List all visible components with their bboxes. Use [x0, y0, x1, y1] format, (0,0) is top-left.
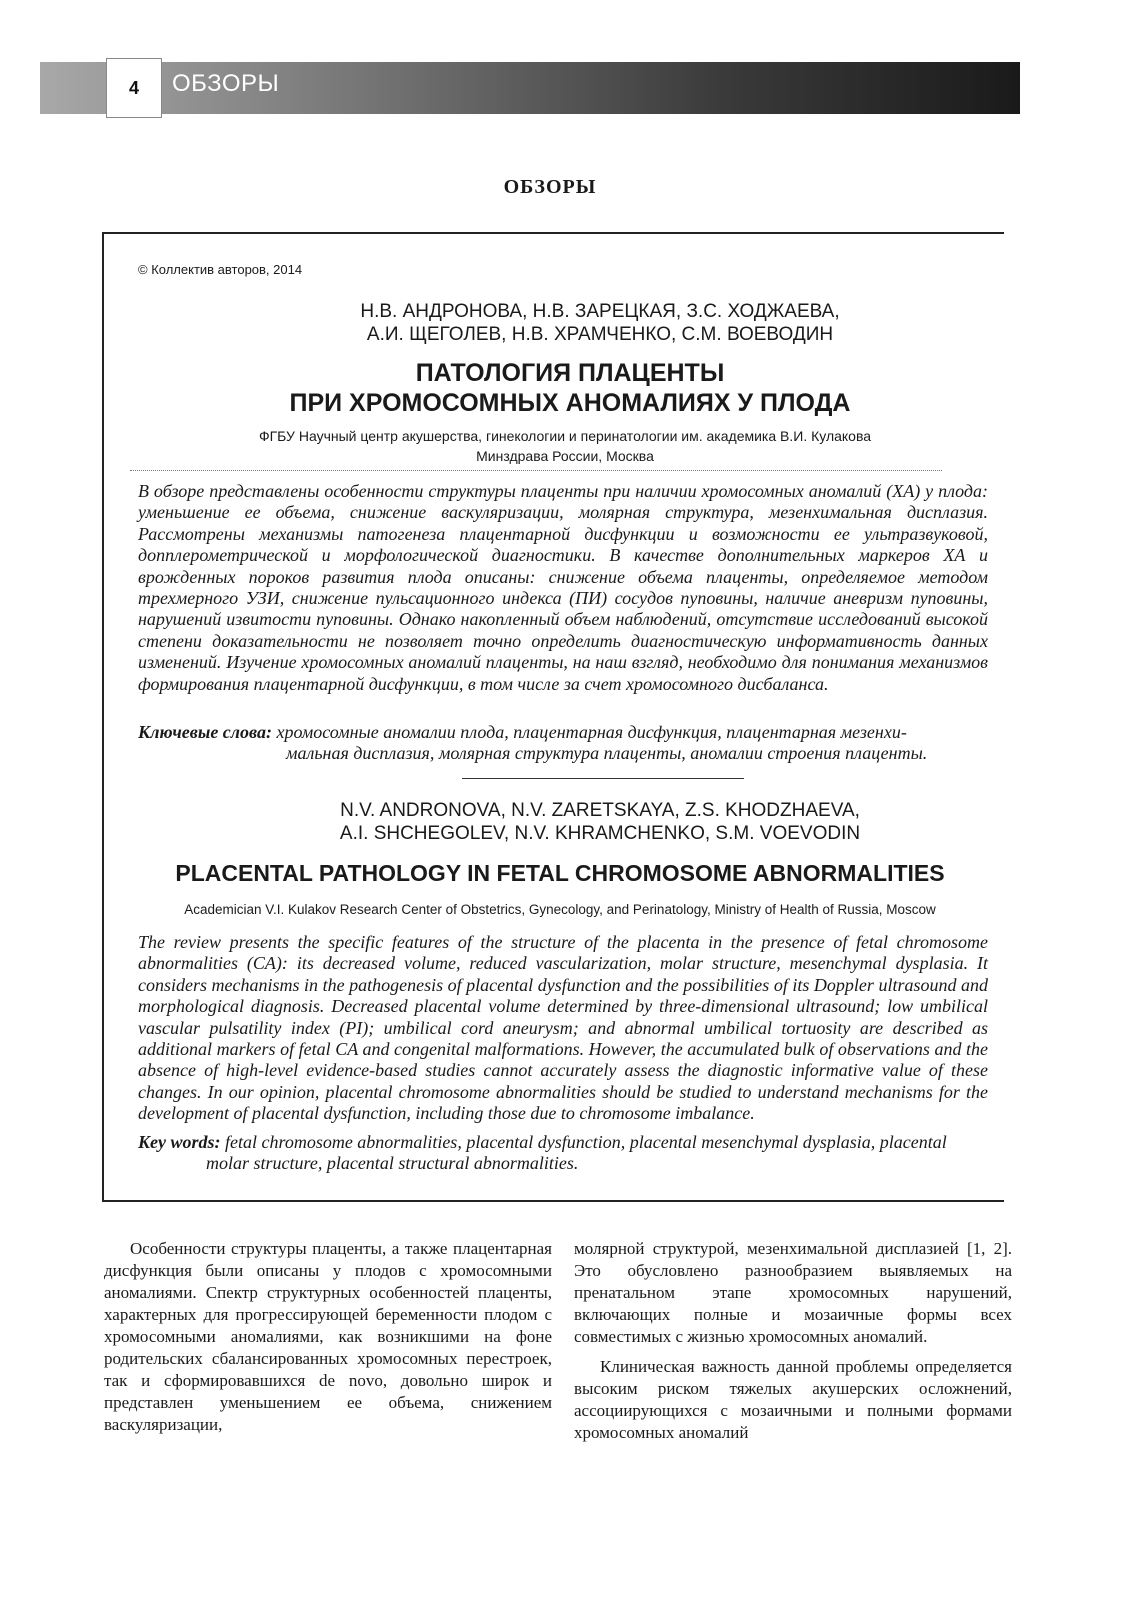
en-keywords: [138, 1132, 988, 1175]
en-keywords-line-1: fetal chromosome abnormalities, placental dysfunction, placental mesenchymal dysplasia, placental: [225, 1132, 947, 1152]
body-left-column: [104, 1238, 552, 1436]
language-divider: [462, 778, 744, 779]
divider: [130, 470, 942, 471]
body-paragraph: Клиническая важность данной проблемы определяется высоким риском тяжелых акушерских осложнений, ассоциирующихся с мозаичными и полными формами хромосомных аномалий: [574, 1357, 1012, 1442]
section-tab-label: ОБЗОРЫ: [172, 70, 280, 97]
ru-keywords-line-1: хромосомные аномалии плода, плацентарная дисфункция, плацентарная мезенхи-: [276, 722, 907, 742]
ru-authors-line-1: Н.В. АНДРОНОВА, Н.В. ЗАРЕЦКАЯ, З.С. ХОДЖАЕВА,: [360, 301, 840, 322]
en-authors-line-2: A.I. SHCHEGOLEV, N.V. KHRAMCHENKO, S.M. VOEVODIN: [339, 823, 861, 844]
en-keywords-label: Key words:: [138, 1132, 221, 1152]
copyright-notice: © Коллектив авторов, 2014: [138, 262, 303, 277]
page-number: 4: [106, 58, 162, 118]
ru-title-line-1: ПАТОЛОГИЯ ПЛАЦЕНТЫ: [415, 359, 725, 387]
ru-authors-line-2: А.И. ЩЕГОЛЕВ, Н.В. ХРАМЧЕНКО, С.М. ВОЕВОДИН: [366, 324, 834, 345]
ru-affiliation-line-1: ФГБУ Научный центр акушерства, гинекологии и перинатологии им. академика В.И. Кулакова: [258, 428, 872, 444]
en-affiliation: Academician V.I. Kulakov Research Center of Obstetrics, Gynecology, and Perinatology, Ministry of Health of Russia, Moscow: [184, 902, 936, 917]
ru-affiliation-line-2: Минздрава России, Москва: [476, 448, 654, 464]
en-keywords-line-2: molar structure, placental structural abnormalities.: [206, 1153, 579, 1174]
body-right-column: [574, 1238, 1012, 1444]
body-paragraph: Особенности структуры плаценты, а также плацентарная дисфункция были описаны у плодов с хромосомными аномалиями. Спектр структурных особенностей плаценты, характерных для прогрессирующей беременности плодом с хромосомными аномалиями, как возникшими на фоне родительских сбалансированных хромосомных перестроек, так и сформировавшихся de novo, довольно широк и представлен уменьшением ее объема, снижением васкуляризации,: [104, 1239, 552, 1434]
en-title: PLACENTAL PATHOLOGY IN FETAL CHROMOSOME ABNORMALITIES: [175, 860, 945, 886]
ru-keywords-label: Ключевые слова:: [138, 722, 272, 742]
ru-title-line-2: ПРИ ХРОМОСОМНЫХ АНОМАЛИЯХ У ПЛОДА: [289, 389, 851, 417]
en-abstract: The review presents the specific features of the structure of the placenta in the presence of fetal chromosome abnormalities (CA): its decreased volume, reduced vascularization, molar structure, mesenchymal dysplasia. It considers mechanisms in the pathogenesis of placental dysfunction and the possibilities of its Doppler ultrasound and morphological diagnosis. Decreased placental volume determined by three-dimensional ultrasound; low umbilical vascular pulsatility index (PI); umbilical cord aneurysm; and abnormal umbilical tortuosity are described as additional markers of fetal CA and congenital malformations. However, the accumulated bulk of observations and the absence of high-level evidence-based studies cannot accurately assess the diagnostic informative value of these changes. In our opinion, placental chromosome abnormalities should be studied to understand mechanisms for the development of placental dysfunction, including those due to chromosome imbalance.: [138, 932, 988, 1124]
ru-keywords: [138, 722, 988, 765]
body-paragraph: молярной структурой, мезенхимальной дисплазией [1, 2]. Это обусловлено разнообразием выявляемых на пренатальном этапе хромосомных нарушений, включающих полные и мозаичные формы всех совместимых с жизнью хромосомных аномалий.: [574, 1239, 1012, 1346]
section-heading: ОБЗОРЫ: [503, 176, 597, 198]
ru-abstract: В обзоре представлены особенности структуры плаценты при наличии хромосомных аномалий (ХА) у плода: уменьшение ее объема, снижение васкуляризации, молярная структура, мезенхимальная дисплазия. Рассмотрены механизмы патогенеза плацентарной дисфункции и возможности ее ультразвуковой, допплерометрической и морфологической диагностики. В качестве дополнительных маркеров ХА и врожденных пороков развития плода описаны: снижение объема плаценты, определяемое методом трехмерного УЗИ, снижение пульсационного индекса (ПИ) сосудов пуповины, наличие аневризм пуповины, нарушений извитости пуповины. Однако накопленный объем наблюдений, отсутствие исследований высокой степени доказательности не позволяет точно определить диагностическую информативность данных изменений. Изучение хромосомных аномалий плаценты, на наш взгляд, необходимо для понимания механизмов формирования плацентарной дисфункции, в том числе за счет хромосомного дисбаланса.: [138, 481, 988, 694]
ru-keywords-line-2: мальная дисплазия, молярная структура плаценты, аномалии строения плаценты.: [286, 743, 928, 764]
en-authors-line-1: N.V. ANDRONOVA, N.V. ZARETSKAYA, Z.S. KHODZHAEVA,: [340, 800, 860, 821]
